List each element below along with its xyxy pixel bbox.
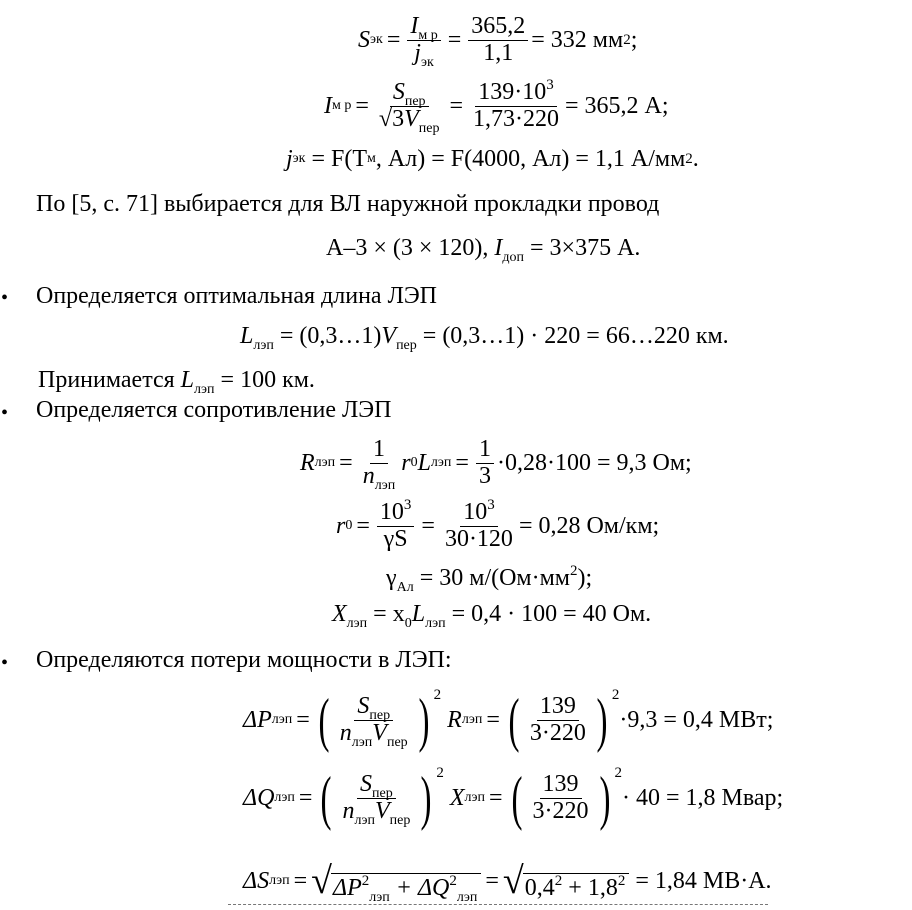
bullet-marker: • <box>1 402 9 424</box>
equation-delta-q: ΔQ лэп = ( $\frac{S_{пер}}{n_{лэп}V_{пер}}$ ) 2 X лэп = ( $\frac{139}{3\cdot 220}$ ) 2 · 40 = 1,8 Мвар; <box>243 765 784 831</box>
paragraph-wire-choice: По [5, с. 71] выбирается для ВЛ наружной прокладки провод <box>36 191 660 217</box>
equation-delta-s: ΔS лэп = √ $\Delta P^2_{лэп} + \Delta Q^2_{лэп}$ = √ $0,4^2 + 1,8^2$ = 1,84 МВ·А. <box>243 860 772 905</box>
scan-artifact-line <box>228 904 768 905</box>
equation-delta-p: ΔP лэп = ( $\frac{S_{пер}}{n_{лэп}V_{пер}}$ ) 2 R лэп = ( $\frac{139}{3\cdot 220}$ ) 2 ·9,3 = 0,4 МВт; <box>243 687 774 753</box>
equation-j-ek: j эк = F(T м , Ал) = F(4000, Ал) = 1,1 А/мм 2 . <box>286 146 699 172</box>
equation-r0: r 0 = $\frac{10^3}{\gamma S}$ = $\frac{10^3}{30\cdot 120}$ = 0,28 Ом/км; <box>336 497 660 552</box>
equation-gamma: $\gamma_{Ал} = 30$ $м/(Ом\cdot мм^2)$; <box>386 563 593 595</box>
equation-r: R лэп = $\frac{1}{n_{лэп}}$ r 0 L лэп = $\frac{1}{3}$ ·0,28·100 = 9,3 Ом; <box>300 436 692 493</box>
bullet-item-length: Определяется оптимальная длина ЛЭП <box>36 283 438 309</box>
equation-wire: А–3 × (3 × 120), $I_{доп} = 3\times 375$ А. <box>326 235 641 265</box>
bullet-item-losses: Определяются потери мощности в ЛЭП: <box>36 647 452 673</box>
bullet-item-resistance: Определяется сопротивление ЛЭП <box>36 397 392 423</box>
equation-s-ek: S эк = $\frac{I_{м р}}{j_{эк}}$ = $\frac{365,2}{1,1}$ = 332 мм 2 ; <box>358 13 638 70</box>
equation-i-mr: I м р = $\frac{S_{пер}}{√3V_{пер}}$ = $\frac{139\cdot 10^3}{1,73\cdot 220}$ = 365,2 А; <box>324 77 669 136</box>
accepted-length: Принимается $L_{лэп} = 100$ км. <box>38 367 315 397</box>
bullet-marker: • <box>1 287 9 309</box>
bullet-marker: • <box>1 652 9 674</box>
equation-length: $L_{лэп}$ = $(0,3\dots 1)V_{пер}$ = (0,3…1) · 220 = 66…220 км. <box>240 323 729 353</box>
equation-x: $X_{лэп} = x_0L_{лэп} = 0,4 \cdot 100 = 40$ Ом. <box>332 601 652 631</box>
